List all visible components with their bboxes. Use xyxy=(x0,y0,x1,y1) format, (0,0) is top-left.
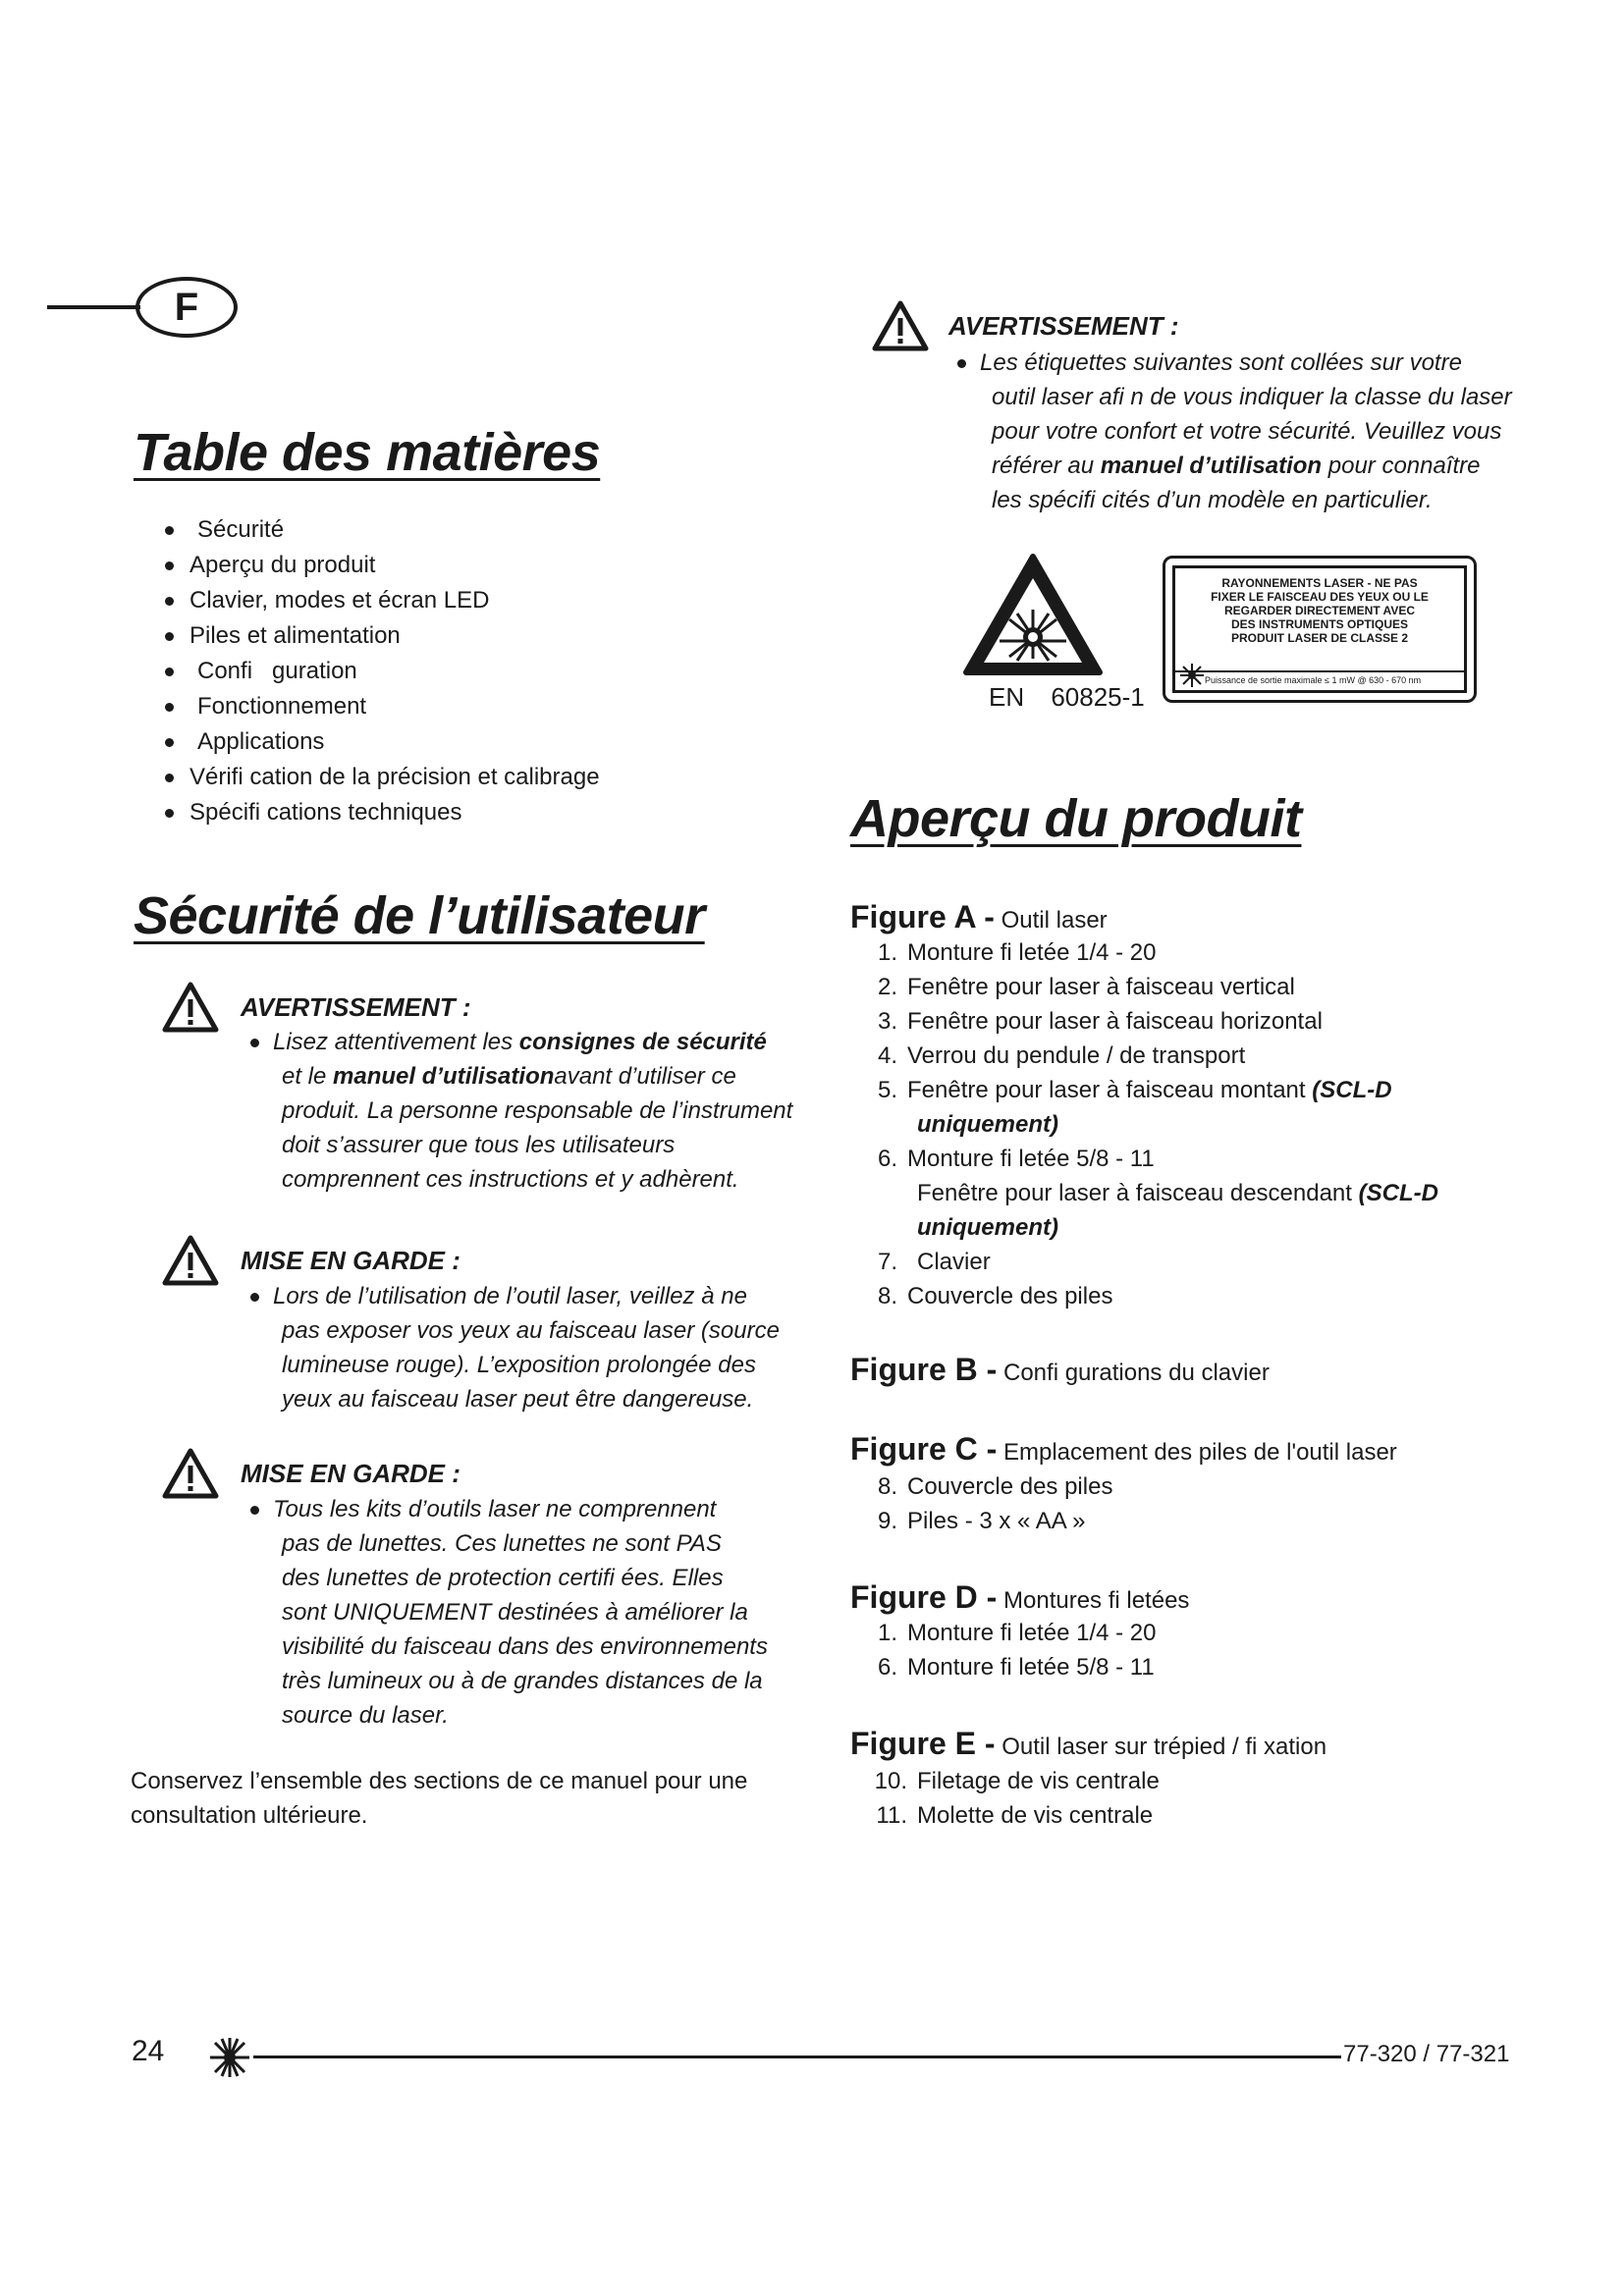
text: yeux au faisceau laser peut être dangereuse. xyxy=(282,1386,754,1413)
warning-title: AVERTISSEMENT : xyxy=(948,310,1179,341)
text: doit s’assurer que tous les utilisateurs xyxy=(282,1132,676,1158)
language-badge xyxy=(135,277,238,338)
item-number: 11. xyxy=(876,1802,907,1829)
item-text: Monture fi letée 1/4 - 20 xyxy=(907,1620,1157,1646)
laser-power-text: Puissance de sortie maximale ≤ 1 mW @ 630 - 670 nm xyxy=(1175,670,1464,690)
figure-label: Figure E - xyxy=(850,1726,996,1761)
list-item xyxy=(850,1504,1112,1538)
figure-caption: Outil laser xyxy=(1001,907,1108,934)
figure-e-heading xyxy=(850,1726,1326,1762)
toc-item xyxy=(165,795,600,830)
bullet-icon xyxy=(165,597,174,606)
item-text-bold: uniquement) xyxy=(917,1111,1058,1138)
text: lumineuse rouge). L’exposition prolongée des xyxy=(282,1352,756,1378)
item-text: Fenêtre pour laser à faisceau horizontal xyxy=(907,1008,1323,1035)
toc-item xyxy=(165,618,600,654)
toc-item-text: Sécurité xyxy=(197,516,285,543)
list-item xyxy=(850,1245,1438,1279)
toc-item-text: Vérifi cation de la précision et calibrage xyxy=(189,764,600,790)
warning-icon xyxy=(162,1448,219,1499)
text: FIXER LE FAISCEAU DES YEUX OU LE xyxy=(1211,590,1429,604)
toc-item xyxy=(165,654,600,689)
bullet-icon xyxy=(250,1293,259,1302)
text: pour votre confort et votre sécurité. Veuillez vous xyxy=(992,418,1502,445)
list-item xyxy=(850,1616,1156,1650)
toc-item xyxy=(165,548,600,583)
text: référer au xyxy=(992,453,1101,479)
toc-item-text: Piles et alimentation xyxy=(189,622,401,649)
text: outil laser afi n de vous indiquer la classe du laser xyxy=(992,384,1512,410)
item-number: 6. xyxy=(877,1654,897,1681)
item-number: 2. xyxy=(877,974,897,1000)
item-number xyxy=(850,1176,907,1210)
list-item-continuation xyxy=(850,1107,1438,1142)
warning-icon xyxy=(162,1235,219,1286)
figure-caption: Emplacement des piles de l'outil laser xyxy=(1003,1439,1397,1466)
item-text: Molette de vis centrale xyxy=(917,1802,1154,1829)
warning-icon xyxy=(872,300,929,351)
item-number: 8. xyxy=(877,1283,897,1309)
figure-d-list xyxy=(850,1616,1156,1684)
text: pas exposer vos yeux au faisceau laser (source xyxy=(282,1317,780,1344)
item-text-bold: (SCL-D xyxy=(1312,1077,1392,1103)
overview-title: Aperçu du produit xyxy=(850,789,1302,848)
standard-reference: EN 60825-1 xyxy=(989,682,1145,712)
toc-title: Table des matières xyxy=(134,423,601,482)
text: avant d’utiliser ce xyxy=(554,1063,736,1090)
text: Lors de l’utilisation de l’outil laser, veillez à ne xyxy=(273,1283,747,1309)
list-item xyxy=(850,1039,1438,1073)
item-number: 10. xyxy=(874,1768,907,1794)
text: sont UNIQUEMENT destinées à améliorer la xyxy=(282,1599,748,1626)
warning-title: AVERTISSEMENT : xyxy=(241,991,471,1022)
list-item xyxy=(850,1279,1438,1313)
figure-label: Figure A - xyxy=(850,899,995,934)
item-number: 1. xyxy=(877,939,897,966)
toc-item xyxy=(165,689,600,724)
bullet-icon xyxy=(165,774,174,782)
list-item xyxy=(850,1798,1160,1833)
text: Les étiquettes suivantes sont collées sur votre xyxy=(980,349,1462,376)
item-text: Monture fi letée 5/8 - 11 xyxy=(907,1146,1155,1172)
toc-item-text: Applications xyxy=(197,728,325,755)
text: consultation ultérieure. xyxy=(131,1802,368,1829)
item-number: 5. xyxy=(877,1077,897,1103)
list-item xyxy=(850,1004,1438,1039)
laser-class-label xyxy=(1163,556,1477,703)
footer-rule xyxy=(253,2056,1341,2058)
figure-label: Figure B - xyxy=(850,1352,998,1387)
list-item xyxy=(850,935,1438,970)
item-number: 4. xyxy=(877,1042,897,1069)
bullet-icon xyxy=(165,809,174,818)
text: Conservez l’ensemble des sections de ce manuel pour une xyxy=(131,1768,748,1794)
figure-label: Figure D - xyxy=(850,1579,998,1615)
text: très lumineux ou à de grandes distances de la xyxy=(282,1668,763,1694)
item-text: Fenêtre pour laser à faisceau descendant xyxy=(917,1180,1359,1206)
bullet-icon xyxy=(250,1039,259,1047)
caution-title: MISE EN GARDE : xyxy=(241,1245,460,1275)
item-number: 7. xyxy=(877,1249,897,1275)
text: des lunettes de protection certifi ées. Elles xyxy=(282,1565,724,1591)
item-number: 3. xyxy=(877,1008,897,1035)
list-item xyxy=(850,1176,1438,1210)
figure-caption: Confi gurations du clavier xyxy=(1003,1360,1270,1386)
figure-caption: Outil laser sur trépied / fi xation xyxy=(1001,1734,1327,1760)
figure-c-list xyxy=(850,1469,1112,1538)
text: comprennent ces instructions et y adhèrent. xyxy=(282,1166,739,1193)
item-number: 8. xyxy=(877,1473,897,1500)
list-item xyxy=(850,1764,1160,1798)
figure-a-list xyxy=(850,935,1438,1313)
keep-manual-note xyxy=(131,1764,747,1833)
toc-item xyxy=(165,583,600,618)
bullet-icon xyxy=(165,703,174,712)
text: RAYONNEMENTS LASER - NE PAS xyxy=(1221,576,1418,590)
list-item-continuation xyxy=(850,1210,1438,1245)
list-item xyxy=(850,1073,1438,1107)
toc-item-text: Confi guration xyxy=(197,658,357,684)
language-letter: F xyxy=(174,285,199,329)
text: les spécifi cités d’un modèle en particulier. xyxy=(992,487,1433,513)
laser-starburst-icon xyxy=(208,2036,251,2079)
text: Lisez attentivement les xyxy=(273,1029,519,1055)
item-text: Couvercle des piles xyxy=(907,1473,1113,1500)
text: REGARDER DIRECTEMENT AVEC xyxy=(1223,604,1415,617)
toc-item-text: Spécifi cations techniques xyxy=(189,799,462,826)
bullet-icon xyxy=(165,738,174,747)
toc-item xyxy=(165,724,600,760)
item-text-bold: uniquement) xyxy=(917,1214,1058,1241)
item-text: Piles - 3 x « AA » xyxy=(907,1508,1086,1534)
figure-label: Figure C - xyxy=(850,1431,998,1467)
item-number: 6. xyxy=(877,1146,897,1172)
language-tab-line xyxy=(47,305,140,309)
item-text: Verrou du pendule / de transport xyxy=(907,1042,1246,1069)
bullet-icon xyxy=(165,667,174,676)
text-bold: manuel d’utilisation xyxy=(333,1063,555,1090)
text: produit. La personne responsable de l’instrument xyxy=(282,1097,793,1124)
text: PRODUIT LASER DE CLASSE 2 xyxy=(1230,631,1409,645)
toc-list xyxy=(165,512,600,830)
toc-item xyxy=(165,760,600,795)
label-warning-header xyxy=(872,300,1179,351)
text: visibilité du faisceau dans des environnements xyxy=(282,1633,768,1660)
caution-title: MISE EN GARDE : xyxy=(241,1458,460,1488)
item-text-bold: (SCL-D xyxy=(1358,1180,1438,1206)
text-bold: manuel d’utilisation xyxy=(1100,453,1323,479)
item-text: Couvercle des piles xyxy=(907,1283,1113,1309)
warning-body xyxy=(250,1025,800,1197)
laser-class-label-inner xyxy=(1172,565,1467,693)
figure-d-heading xyxy=(850,1579,1189,1616)
toc-item-text: Aperçu du produit xyxy=(189,552,376,578)
text-bold: consignes de sécurité xyxy=(518,1029,767,1055)
figure-c-heading xyxy=(850,1431,1397,1468)
text: source du laser. xyxy=(282,1702,449,1729)
figure-a-heading xyxy=(850,899,1108,935)
text: pour connaître xyxy=(1322,453,1481,479)
figure-e-list xyxy=(850,1764,1160,1833)
item-text: Fenêtre pour laser à faisceau montant xyxy=(907,1077,1313,1103)
toc-item-text: Clavier, modes et écran LED xyxy=(189,587,490,614)
figure-b-heading xyxy=(850,1352,1270,1388)
toc-item-text: Fonctionnement xyxy=(197,693,367,720)
bullet-icon xyxy=(165,632,174,641)
security-title: Sécurité de l’utilisateur xyxy=(134,886,705,945)
bullet-icon xyxy=(957,359,966,368)
laser-label-text xyxy=(1175,568,1464,645)
item-text: Filetage de vis centrale xyxy=(917,1768,1160,1794)
label-warning-body xyxy=(957,346,1527,517)
list-item xyxy=(850,1650,1156,1684)
caution-body xyxy=(250,1279,800,1416)
laser-hazard-icon xyxy=(960,551,1106,678)
list-item xyxy=(850,970,1438,1004)
item-text: Monture fi letée 5/8 - 11 xyxy=(907,1654,1155,1681)
page-number: 24 xyxy=(132,2035,165,2067)
item-text: Monture fi letée 1/4 - 20 xyxy=(907,939,1157,966)
list-item xyxy=(850,1469,1112,1504)
warning-icon xyxy=(162,982,219,1033)
model-number: 77-320 / 77-321 xyxy=(1343,2041,1510,2067)
bullet-icon xyxy=(165,561,174,570)
item-text: Fenêtre pour laser à faisceau vertical xyxy=(907,974,1295,1000)
text: pas de lunettes. Ces lunettes ne sont PAS xyxy=(282,1530,722,1557)
text: Tous les kits d’outils laser ne comprennent xyxy=(273,1496,717,1522)
caution-body xyxy=(250,1492,800,1733)
figure-caption: Montures fi letées xyxy=(1003,1587,1190,1614)
list-item xyxy=(850,1142,1438,1176)
item-text: Clavier xyxy=(917,1249,991,1275)
text: DES INSTRUMENTS OPTIQUES xyxy=(1230,617,1409,631)
item-number: 1. xyxy=(877,1620,897,1646)
text: et le xyxy=(282,1063,334,1090)
bullet-icon xyxy=(250,1506,259,1515)
toc-item xyxy=(165,512,600,548)
item-number: 9. xyxy=(877,1508,897,1534)
bullet-icon xyxy=(165,526,174,535)
